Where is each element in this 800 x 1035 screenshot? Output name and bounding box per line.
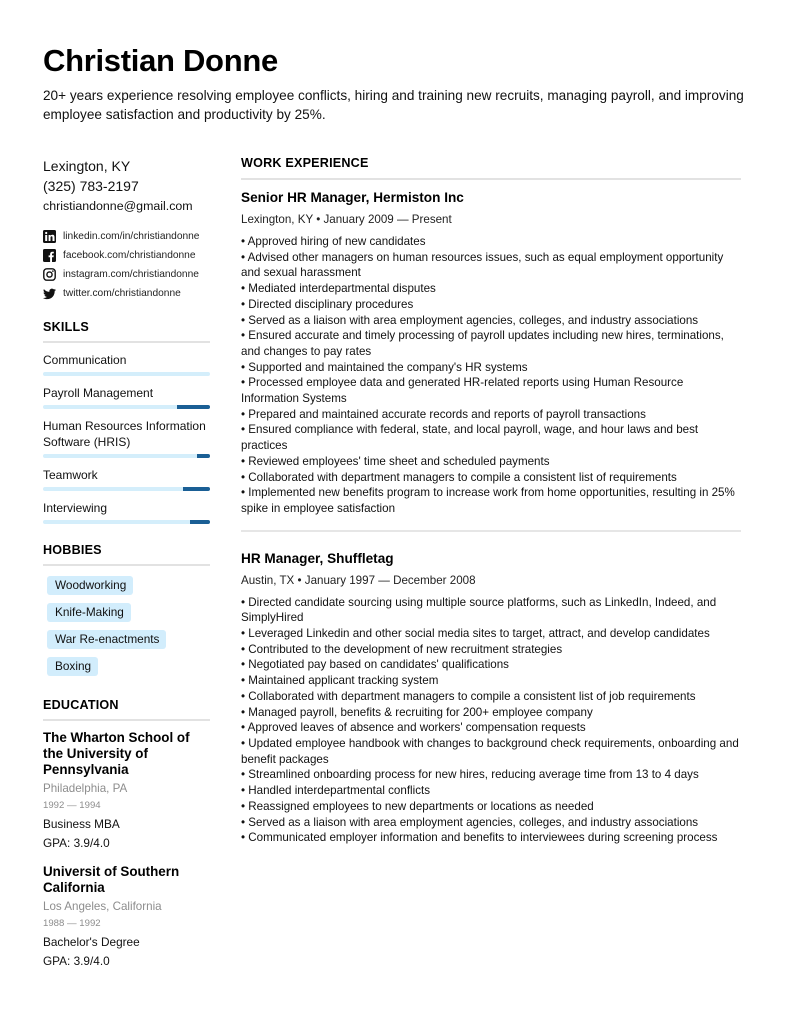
- degree: Business MBA: [43, 817, 120, 831]
- job-bullet: • Ensured accurate and timely processing of payroll updates including new hires, terminations, and changes to pay rates: [241, 329, 724, 358]
- job-entry: [241, 550, 741, 846]
- hobby-tag: Knife-Making: [47, 603, 131, 622]
- job-bullet: • Reviewed employees' time sheet and scheduled payments: [241, 454, 550, 468]
- right-column: [241, 156, 741, 846]
- skill-bar-fill: [177, 405, 210, 409]
- skill-bar-fill: [190, 520, 210, 524]
- skills-heading: SKILLS: [43, 320, 210, 343]
- hobbies-section: [43, 543, 210, 676]
- skill-bar: [43, 487, 210, 491]
- job-bullet: • Advised other managers on human resources issues, such as equal employment opportunity and sexual harassment: [241, 250, 724, 280]
- summary: 20+ years experience resolving employee conflicts, hiring and training new recruits, managing payroll, and improving employee satisfaction and productivity by 25%.: [43, 88, 744, 122]
- degree: Bachelor's Degree: [43, 935, 140, 949]
- skill-name: Human Resources Information Software (HRIS): [43, 419, 206, 449]
- contact-email[interactable]: christiandonne@gmail.com: [43, 199, 193, 213]
- contact-city: Lexington, KY: [43, 158, 131, 174]
- skill-bar: [43, 520, 210, 524]
- job-bullet: • Collaborated with department managers to compile a consistent list of requirements: [241, 470, 677, 484]
- candidate-name: Christian Donne: [43, 43, 278, 78]
- job-bullet: • Managed payroll, benefits & recruiting for 200+ employee company: [241, 705, 593, 719]
- job-bullet: • Streamlined onboarding process for new hires, reducing average time from 13 to 4 days: [241, 768, 699, 782]
- school-location: Philadelphia, PA: [43, 782, 128, 795]
- instagram-icon: [43, 268, 56, 281]
- job-bullet: • Implemented new benefits program to increase work from home opportunities, resulting in 25% spike in employee satisfaction: [241, 486, 735, 515]
- skill-bar-fill: [197, 454, 210, 458]
- hobby-tag: Boxing: [47, 657, 98, 676]
- job-bullet: • Mediated interdepartmental disputes: [241, 282, 436, 296]
- facebook-icon: [43, 249, 56, 262]
- skill-name: Communication: [43, 353, 127, 367]
- social-label: linkedin.com/in/christiandonne: [63, 231, 200, 242]
- skill-name: Interviewing: [43, 501, 108, 515]
- skill-bar: [43, 454, 210, 458]
- job-bullet: • Maintained applicant tracking system: [241, 674, 439, 688]
- job-bullet: • Ensured compliance with federal, state, and local payroll, wage, and hour laws and best practices: [241, 423, 699, 453]
- social-label: twitter.com/christiandonne: [63, 288, 181, 299]
- gpa: GPA: 3.9/4.0: [43, 954, 110, 968]
- left-column: [43, 156, 210, 969]
- job-entry: [241, 189, 741, 517]
- skill-item: [43, 352, 210, 376]
- hobbies-heading: HOBBIES: [43, 543, 210, 566]
- job-bullet: • Served as a liaison with area employment agencies, colleges, and industry associations: [241, 815, 699, 829]
- social-label: facebook.com/christiandonne: [63, 250, 196, 261]
- job-bullet: • Communicated employer information and benefits to interviewees during screening process: [241, 831, 718, 845]
- job-meta: Austin, TX • January 1997 — December 2008: [241, 573, 476, 587]
- education-section: [43, 698, 210, 969]
- job-bullet: • Contributed to the development of new recruitment strategies: [241, 642, 563, 656]
- education-dates: 1988 — 1992: [43, 918, 101, 929]
- job-bullet: • Processed employee data and generated HR-related reports using Human Resource Information Systems: [241, 376, 684, 406]
- job-title: Senior HR Manager, Hermiston Inc: [241, 190, 464, 205]
- job-bullet: • Collaborated with department managers to compile a consistent list of job requirements: [241, 689, 696, 703]
- skill-name: Teamwork: [43, 468, 98, 482]
- job-divider: [241, 530, 741, 532]
- education-entry: [43, 730, 210, 851]
- job-meta: Lexington, KY • January 2009 — Present: [241, 213, 452, 226]
- job-bullet: • Handled interdepartmental conflicts: [241, 784, 431, 798]
- social-label: instagram.com/christiandonne: [63, 269, 199, 280]
- education-heading: EDUCATION: [43, 698, 210, 721]
- school-name: Universit of Southern California: [43, 864, 180, 895]
- job-bullet: • Leveraged Linkedin and other social media sites to target, attract, and develop candidates: [241, 627, 710, 641]
- job-bullets: [241, 595, 741, 846]
- job-bullet: • Approved hiring of new candidates: [241, 235, 426, 248]
- skill-bar: [43, 405, 210, 409]
- gpa: GPA: 3.9/4.0: [43, 836, 110, 850]
- contact-phone: (325) 783-2197: [43, 178, 139, 194]
- school-location: Los Angeles, California: [43, 900, 162, 913]
- job-bullets: [241, 234, 741, 517]
- social-facebook[interactable]: [43, 246, 210, 265]
- twitter-icon: [43, 287, 56, 300]
- skills-section: [43, 320, 210, 524]
- social-twitter[interactable]: [43, 284, 210, 303]
- job-bullet: • Directed disciplinary procedures: [241, 297, 414, 311]
- job-bullet: • Approved leaves of absence and workers' compensation requests: [241, 721, 586, 735]
- education-entry: [43, 864, 210, 969]
- social-links: [43, 227, 210, 303]
- skill-name: Payroll Management: [43, 386, 154, 400]
- job-bullet: • Updated employee handbook with changes to background check requirements, onboarding and benefit packages: [241, 736, 739, 766]
- school-name: The Wharton School of the University of Pennsylvania: [43, 730, 190, 777]
- skill-bar-fill: [183, 487, 210, 491]
- skill-item: [43, 500, 210, 524]
- skill-item: [43, 418, 210, 458]
- hobby-tag: War Re-enactments: [47, 630, 166, 649]
- job-bullet: • Supported and maintained the company's HR systems: [241, 360, 528, 374]
- social-instagram[interactable]: [43, 265, 210, 284]
- social-linkedin[interactable]: [43, 227, 210, 246]
- skill-bar: [43, 372, 210, 376]
- work-experience-heading: WORK EXPERIENCE: [241, 156, 741, 180]
- job-bullet: • Negotiated pay based on candidates' qualifications: [241, 658, 509, 672]
- job-bullet: • Directed candidate sourcing using multiple source platforms, such as LinkedIn, Indeed, and SimplyHired: [241, 595, 717, 625]
- hobby-tags: [43, 568, 210, 676]
- skill-item: [43, 467, 210, 491]
- job-bullet: • Prepared and maintained accurate records and reports of payroll transactions: [241, 407, 646, 421]
- linkedin-icon: [43, 230, 56, 243]
- skill-item: [43, 385, 210, 409]
- education-dates: 1992 — 1994: [43, 800, 101, 811]
- job-title: HR Manager, Shuffletag: [241, 550, 394, 566]
- hobby-tag: Woodworking: [47, 576, 133, 595]
- job-bullet: • Served as a liaison with area employment agencies, colleges, and industry associations: [241, 313, 699, 327]
- job-bullet: • Reassigned employees to new departments or locations as needed: [241, 799, 594, 813]
